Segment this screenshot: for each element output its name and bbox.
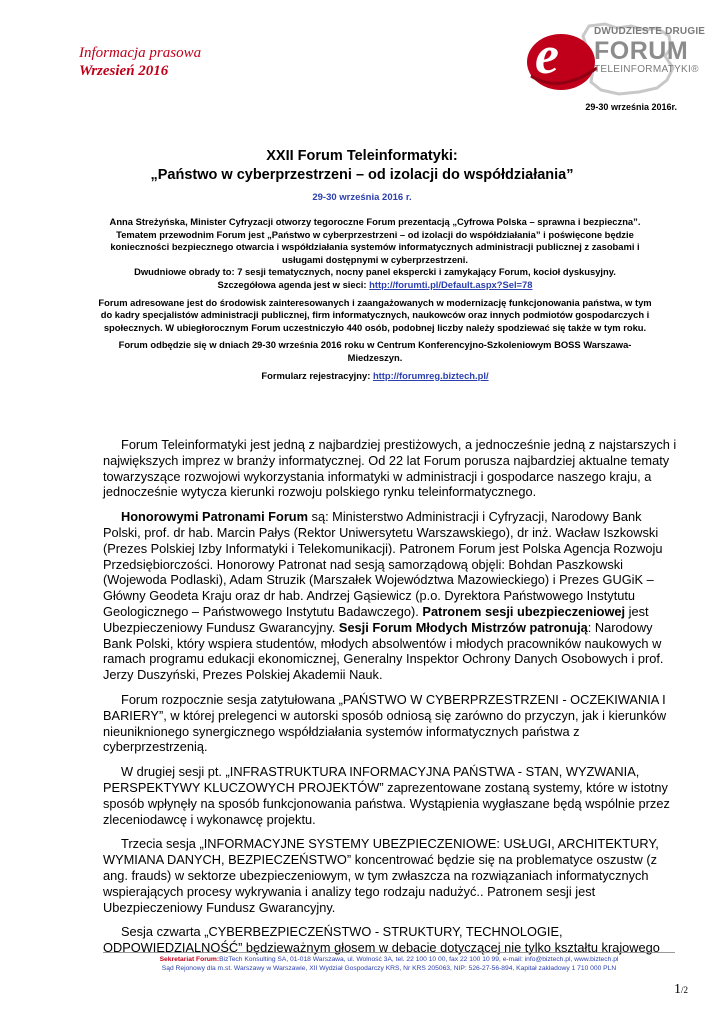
intro-paragraph-5: Forum odbędzie się w dniach 29-30 września 2016 roku w Centrum Konferencyjno-Szkoleniowym BOSS Warszawa-Miedzeszyn.: [118, 339, 632, 363]
logo-text: [594, 26, 706, 76]
footer-line-2: Sąd Rejonowy dla m.st. Warszawy w Warszawie, XII Wydział Gospodarczy KRS, Nr KRS 205063, NIP: 526-27-56-894, Kapitał zakładowy 1 710 000 PLN: [161, 965, 617, 972]
footer-line-1: [103, 955, 675, 964]
body-paragraph-4: W drugiej sesji pt. „INFRASTRUKTURA INFORMACYJNA PAŃSTWA - STAN, WYZWANIA, PERSPEKTYWY KLUCZOWYCH PROJEKTÓW” zaprezentowane zostaną systemy, które w istotny sposób wpłynęły na sposób funkcjonowania państwa. Wystąpienia wygłaszane będą wspólnie przez zleceniodawcę i wykonawcę projektu.: [103, 764, 670, 827]
registration-label: Formularz rejestracyjny:: [261, 369, 373, 381]
body-text: [103, 437, 678, 965]
insurance-patron-heading: Patronem sesji ubezpieczeniowej: [422, 603, 626, 619]
footer-divider: [103, 952, 675, 953]
intro-paragraph-3: [95, 279, 655, 292]
logo-sub-text: TELEINFORMATYKI®: [594, 64, 699, 75]
body-paragraph-5: Trzecia sesja „INFORMACYJNE SYSTEMY UBEZPIECZENIOWE: USŁUGI, ARCHITEKTURY, WYMIANA DANYCH, BEZPIECZEŃSTWO” koncentrować będzie się na problematyce oszustw (z ang. frauds) w sektorze ubezpieczeniowym, w tym zwłaszcza na rozwiązaniach informatycznych wspierających procesy wykrywania i analizy tego rodzaju nadużyć.. Patronem sesji jest Ubezpieczeniowy Fundusz Gwarancyjny.: [103, 836, 659, 915]
insurance-patron-text: jest Ubezpieczeniowy Fundusz Gwarancyjny.: [103, 603, 649, 635]
footer: [103, 955, 675, 973]
event-date-top: 29-30 września 2016r.: [585, 102, 677, 112]
intro-paragraph-4: Forum adresowane jest do środowisk zainteresowanych i zaangażowanych w modernizację funkcjonowania państwa, w tym do kadry specjalistów administracji publicznej, firm informatycznych, naukowców oraz innych podmiotów gospodarczych i społecznych. W ubiegłorocznym Forum uczestniczyło 440 osób, podobnej liczby należy spodziewać się także w tym roku.: [98, 296, 652, 333]
intro-paragraph-1: Anna Streżyńska, Minister Cyfryzacji otworzy tegoroczne Forum prezentacją „Cyfrowa Polska – sprawna i bezpieczna”. Tematem przewodnim Forum jest „Państwo w cyberprzestrzeni – od izolacji do współdziałania” i poświęcone będzie konieczności bezpiecznego otwarcia i współdziałania systemów informatycznych administracji publicznej z zasobami i usługami dostępnymi w cyberprzestrzeni.: [109, 216, 641, 265]
intro-paragraph-2: Dwudniowe obrady to: 7 sesji tematycznych, nocny panel ekspercki i zamykający Forum, kocioł dyskusyjny.: [134, 266, 616, 278]
intro-paragraph-6: [95, 370, 655, 383]
body-paragraph-6: Sesja czwarta „CYBERBEZPIECZEŃSTWO - STRUKTURY, TECHNOLOGIE, ODPOWIEDZIALNOŚĆ” będzieważnym głosem w debacie dotyczącej nie tylko kształtu krajowego: [103, 924, 660, 956]
body-paragraph-1: Forum Teleinformatyki jest jedną z najbardziej prestiżowych, a jednocześnie jedną z najstarszych i największych imprez w branży informatycznej. Od 22 lat Forum porusza najbardziej aktualne tematy towarzyszące rozwojowi wykorzystania informatyki w administracji i gospodarce naszego kraju, a jednocześnie wytycza kierunki rozwoju polskiego rynku teleinformatycznego.: [103, 437, 677, 500]
press-header: [79, 44, 201, 80]
logo-main-text: FORUM: [594, 37, 689, 65]
footer-label: Sekretariat Forum:: [159, 956, 220, 963]
page-current: 1: [673, 982, 681, 997]
logo-top-text: DWUDZIESTE DRUGIE: [594, 26, 706, 37]
body-paragraph-3: Forum rozpocznie sesja zatytułowana „PAŃSTWO W CYBERPRZESTRZENI - OCZEKIWANIA I BARIERY”, w której prelegenci w autorski sposób odniosą się zarówno do przyczyn, jak i kierunków nieuniknionego synergicznego współdziałania systemów informatycznych państwa z cyberprzestrzenią.: [103, 691, 667, 755]
body-paragraph-2: [103, 509, 678, 683]
page-total: /2: [680, 985, 688, 995]
logo-e-letter: e: [535, 25, 559, 85]
press-label: Informacja prasowa: [79, 45, 202, 61]
agenda-link[interactable]: http://forumti.pl/Default.aspx?Sel=78: [369, 278, 533, 290]
registration-link[interactable]: http://forumreg.biztech.pl/: [372, 369, 489, 381]
press-date: Wrzesień 2016: [79, 63, 169, 79]
patrons-text: są: Ministerstwo Administracji i Cyfryzacji, Narodowy Bank Polski, prof. dr hab. Marcin Pałys (Rektor Uniwersytetu Warszawskiego), dr inż. Wacław Iszkowski (Prezes Polskiej Izby Informatyki i Telekomunikacji). Patronem Forum jest Polska Agencja Rozwoju Przedsiębiorczości. Honorowy Patronat nad sesją samorządową objęli: Bohdan Paszkowski (Wojewoda Podlaski), Adam Struzik (Marszałek Województwa Mazowieckiego) i Prezes GUGiK – Główny Geodeta Kraju oraz dr hab. Andrzej Gąsiewicz (p.o. Dyrektora Państwowego Instytutu Geologicznego – Państwowego Instytutu Badawczego).: [103, 509, 663, 619]
title-line-2: „Państwo w cyberprzestrzeni – od izolacji do współdziałania”: [150, 167, 574, 183]
page-number: [674, 982, 688, 998]
title-date: 29-30 września 2016 r.: [312, 192, 412, 203]
title-line-1: XXII Forum Teleinformatyki:: [266, 148, 458, 164]
agenda-label: Szczegółowa agenda jest w sieci:: [217, 278, 370, 290]
young-masters-text: : Narodowy Bank Polski, który wspiera studentów, młodych absolwentów i młodych pracowników naukowych w ramach programu edukacji ekonomicznej, Generalny Inspektor Ochrony Danych Osobowych i prof. Jerzy Duszyński, Prezes Polskiej Akademii Nauk.: [103, 619, 664, 683]
young-masters-heading: Sesji Forum Młodych Mistrzów patronują: [338, 619, 588, 635]
footer-contact: BizTech Konsulting SA, 01-018 Warszawa, ul. Wolność 3A, tel. 22 100 10 00, fax 22 100 10 99, e-mail: info@biztech.pl, www.biztech.pl: [219, 956, 619, 963]
intro-block: [95, 216, 655, 382]
patrons-heading: Honorowymi Patronami Forum: [121, 509, 308, 525]
